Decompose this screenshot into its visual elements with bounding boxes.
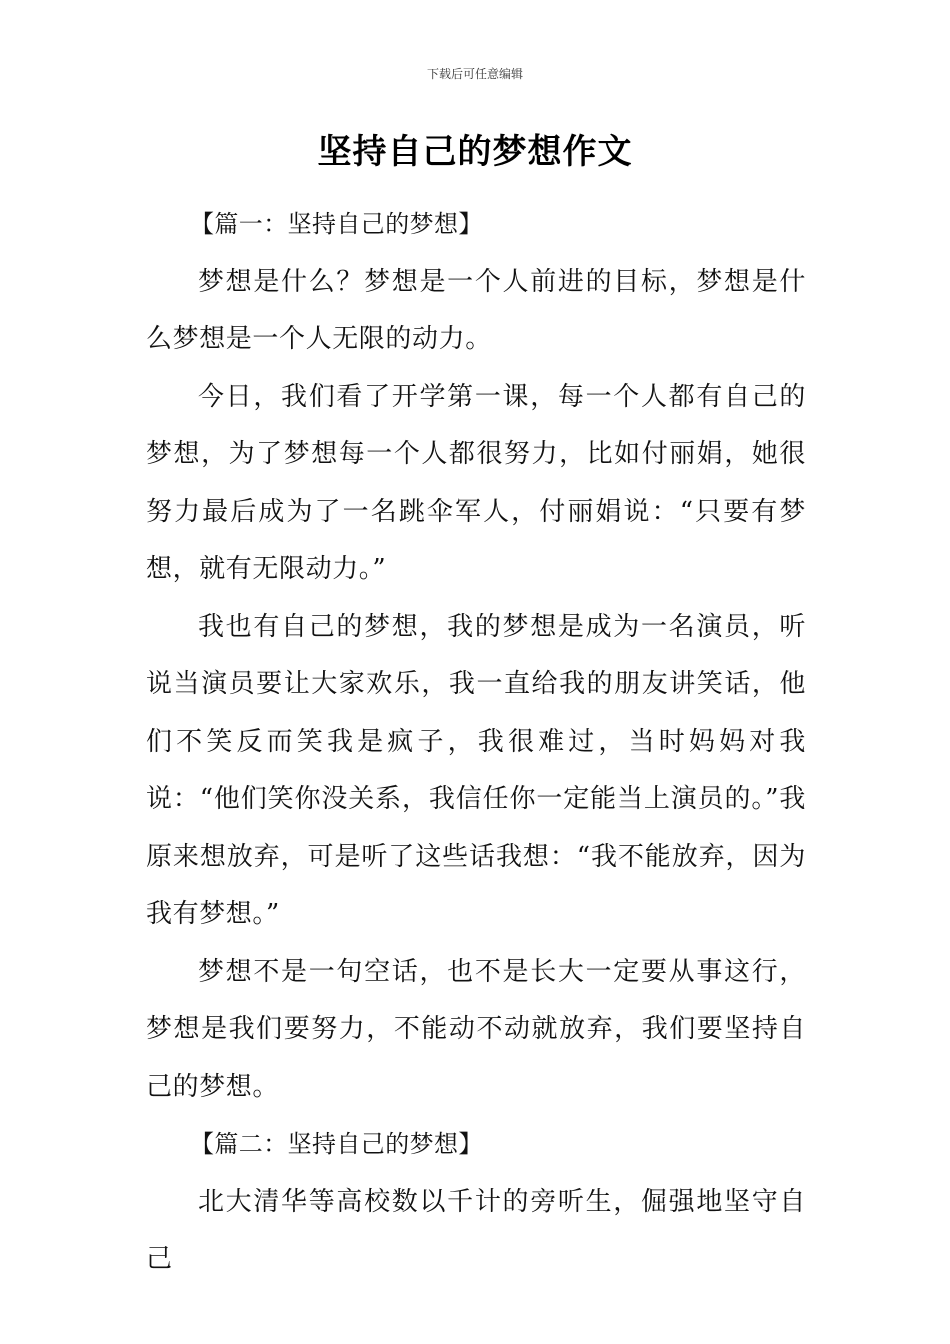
document-title: 坚持自己的梦想作文 <box>317 132 633 172</box>
document-body <box>146 196 806 1289</box>
section-heading: 【篇二：坚持自己的梦想】 <box>190 1130 483 1158</box>
header-note: 下载后可任意编辑 <box>426 67 523 81</box>
paragraph: 梦想不是一句空话，也不是长大一定要从事这行，梦想是我们要努力，不能动不动就放弃，我们要坚持自己的梦想。 <box>146 956 806 1102</box>
paragraph: 北大清华等高校数以千计的旁听生，倔强地坚守自己 <box>146 1186 806 1274</box>
paragraph: 今日，我们看了开学第一课，每一个人都有自己的梦想，为了梦想每一个人都很努力，比如付丽娟，她很努力最后成为了一名跳伞军人，付丽娟说：“只要有梦想，就有无限动力。” <box>146 381 806 584</box>
paragraph: 我也有自己的梦想，我的梦想是成为一名演员，听说当演员要让大家欢乐，我一直给我的朋友讲笑话，他们不笑反而笑我是疯子，我很难过，当时妈妈对我说：“他们笑你没关系，我信任你一定能当上演员的。”我原来想放弃，可是听了这些话我想：“我不能放弃，因为我有梦想。” <box>146 611 806 929</box>
section-heading: 【篇一：坚持自己的梦想】 <box>190 210 483 238</box>
paragraph: 梦想是什么？梦想是一个人前进的目标，梦想是什么梦想是一个人无限的动力。 <box>146 266 806 354</box>
